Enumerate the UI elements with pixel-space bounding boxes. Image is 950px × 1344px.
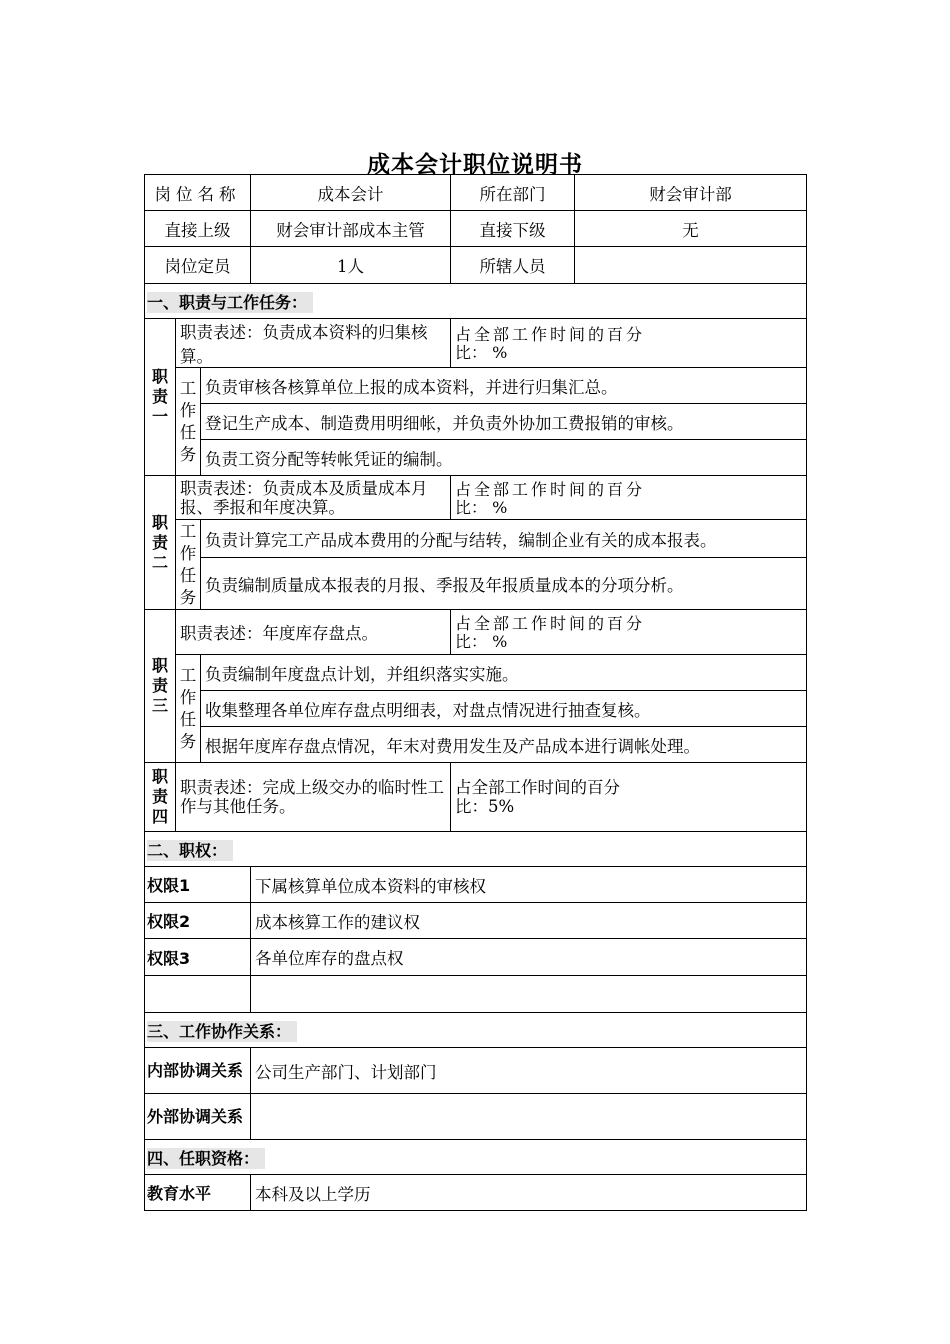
managed-label: 所辖人员 [451,247,575,284]
section-heading: 二、职权： [147,840,233,861]
duty-3-desc-row [145,610,807,655]
right-value: 成本核算工作的建议权 [251,903,807,939]
task-item: 根据年度库存盘点情况，年末对费用发生及产品成本进行调帐处理。 [201,727,807,763]
section-2-heading-row [145,832,807,867]
right-label: 权限3 [145,939,251,976]
duty-1-task-row [145,404,807,440]
section-heading: 四、任职资格： [147,1148,265,1169]
task-item: 负责工资分配等转帐凭证的编制。 [201,440,807,476]
duty-description: 职责表述：负责成本资料的归集核算。 [176,319,451,368]
duty-label: 职 责 二 [145,476,176,610]
empty-cell [145,976,251,1013]
duty-4-desc-row [145,763,807,832]
duty-2-task-row [145,558,807,610]
position-name-value: 成本会计 [251,175,451,211]
duty-3-task-row [145,655,807,691]
section-heading: 一、职责与工作任务： [147,292,313,313]
right-row [145,903,807,939]
task-item: 收集整理各单位库存盘点明细表，对盘点情况进行抽查复核。 [201,691,807,727]
right-value: 下属核算单位成本资料的审核权 [251,867,807,903]
external-relation-row [145,1094,807,1140]
position-name-label: 岗位名称 [145,175,251,211]
education-row [145,1175,807,1211]
duty-1-desc-row [145,319,807,368]
duty-3-task-row [145,691,807,727]
task-item: 负责编制质量成本报表的月报、季报及年报质量成本的分项分析。 [201,558,807,610]
headcount-value: 1人 [251,247,451,284]
section-1-heading-row [145,284,807,319]
internal-relation-label: 内部协调关系 [145,1048,251,1094]
document-title: 成本会计职位说明书 [367,152,583,178]
headcount-label: 岗位定员 [145,247,251,284]
right-row [145,867,807,903]
time-percentage: 占全部工作时间的百分 比：5% [451,763,807,832]
department-label: 所在部门 [451,175,575,211]
duty-label: 职 责 三 [145,610,176,763]
header-row-3 [145,247,807,284]
time-percentage: 占全部工作时间的百分 比： % [451,610,807,655]
task-item: 负责编制年度盘点计划，并组织落实实施。 [201,655,807,691]
job-description-table [144,174,807,1211]
right-row-empty [145,976,807,1013]
right-value: 各单位库存的盘点权 [251,939,807,976]
right-label: 权限2 [145,903,251,939]
header-row-1 [145,175,807,211]
subordinate-value: 无 [575,211,807,247]
duty-3-task-row [145,727,807,763]
duty-description: 职责表述：完成上级交办的临时性工作与其他任务。 [176,763,451,832]
right-row [145,939,807,976]
section-4-heading-row [145,1140,807,1175]
duty-2-desc-row [145,476,807,520]
duty-label: 职 责 一 [145,319,176,476]
superior-value: 财会审计部成本主管 [251,211,451,247]
task-label: 工 作 任 务 [176,655,201,763]
superior-label: 直接上级 [145,211,251,247]
task-label: 工 作 任 务 [176,520,201,610]
subordinate-label: 直接下级 [451,211,575,247]
task-item: 负责审核各核算单位上报的成本资料，并进行归集汇总。 [201,368,807,404]
time-percentage: 占全部工作时间的百分 比： % [451,476,807,520]
time-percentage: 占全部工作时间的百分 比： % [451,319,807,368]
duty-1-task-row [145,368,807,404]
department-value: 财会审计部 [575,175,807,211]
section-3-heading-row [145,1013,807,1048]
internal-relation-value: 公司生产部门、计划部门 [251,1048,807,1094]
section-heading: 三、工作协作关系： [147,1021,297,1042]
task-item: 负责计算完工产品成本费用的分配与结转，编制企业有关的成本报表。 [201,520,807,558]
duty-2-task-row [145,520,807,558]
task-item: 登记生产成本、制造费用明细帐，并负责外协加工费报销的审核。 [201,404,807,440]
external-relation-value [251,1094,807,1140]
duty-1-task-row [145,440,807,476]
duty-label: 职 责 四 [145,763,176,832]
managed-value [575,247,807,284]
internal-relation-row [145,1048,807,1094]
empty-cell [251,976,807,1013]
header-row-2 [145,211,807,247]
education-value: 本科及以上学历 [251,1175,807,1211]
duty-description: 职责表述：负责成本及质量成本月报、季报和年度决算。 [176,476,451,520]
external-relation-label: 外部协调关系 [145,1094,251,1140]
task-label: 工 作 任 务 [176,368,201,476]
education-label: 教育水平 [145,1175,251,1211]
right-label: 权限1 [145,867,251,903]
duty-description: 职责表述：年度库存盘点。 [176,610,451,655]
